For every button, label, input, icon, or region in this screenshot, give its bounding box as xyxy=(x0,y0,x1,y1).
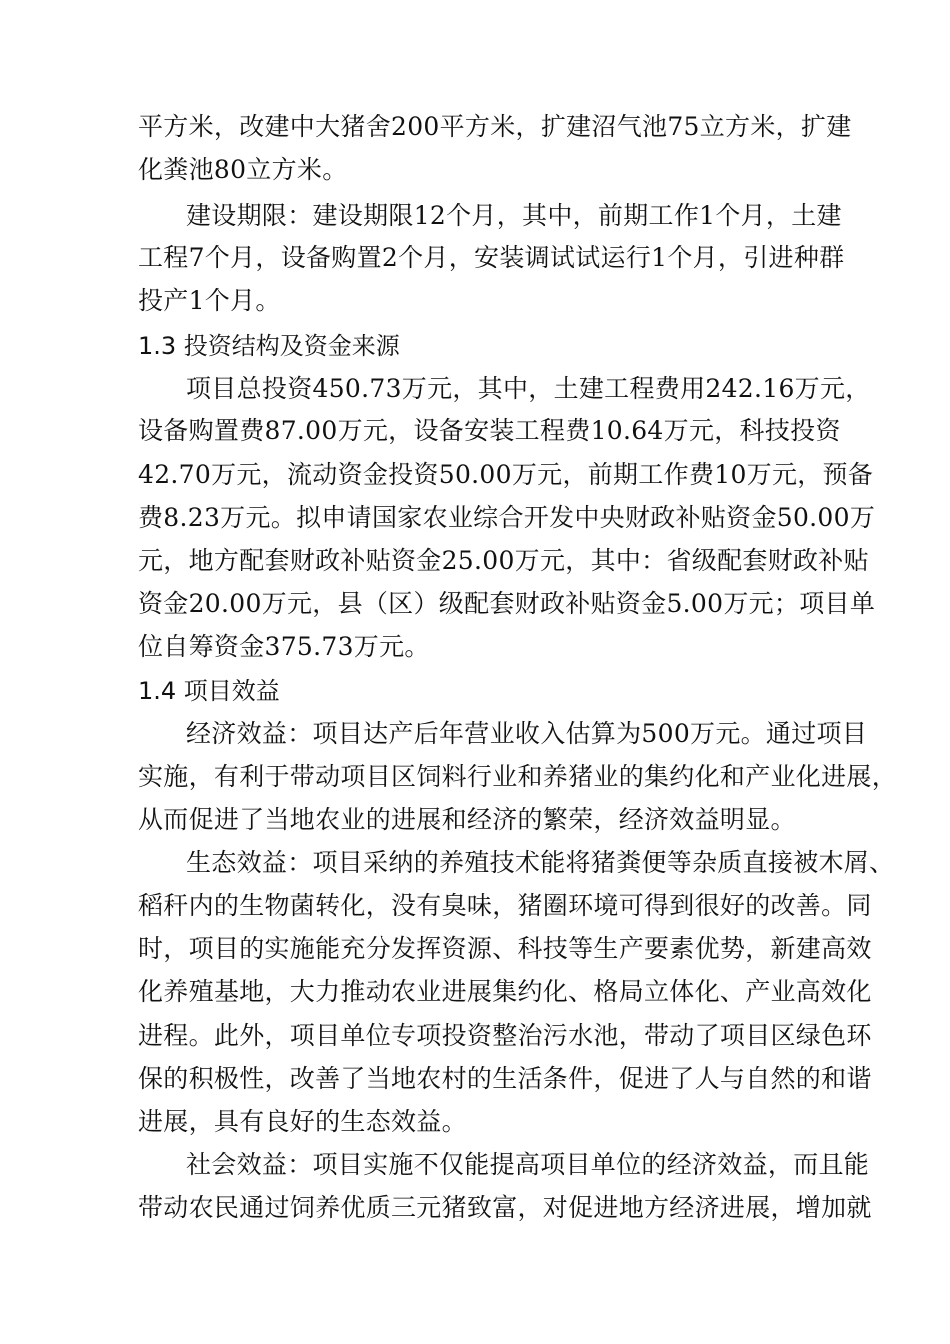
text-line: 实施，有利于带动项目区饲料行业和养猪业的集约化和产业化进展， xyxy=(138,762,898,791)
text-line: 保的积极性，改善了当地农村的生活条件，促进了人与自然的和谐 xyxy=(138,1064,872,1093)
text-line: 平方米，改建中大猪舍200平方米，扩建沼气池75立方米，扩建 xyxy=(138,112,852,141)
text-line: 元，地方配套财政补贴资金25.00万元，其中：省级配套财政补贴 xyxy=(138,546,869,575)
section-heading: 1.4 项目效益 xyxy=(138,677,280,705)
text-line: 投产1个月。 xyxy=(138,286,281,315)
text-line: 项目总投资450.73万元，其中，土建工程费用242.16万元， xyxy=(186,374,871,403)
text-line: 从而促进了当地农业的进展和经济的繁荣，经济效益明显。 xyxy=(138,805,796,834)
text-line: 经济效益：项目达产后年营业收入估算为500万元。通过项目 xyxy=(186,719,868,748)
text-line: 进展，具有良好的生态效益。 xyxy=(138,1107,467,1136)
text-line: 带动农民通过饲养优质三元猪致富，对促进地方经济进展，增加就 xyxy=(138,1193,872,1222)
text-line: 位自筹资金375.73万元。 xyxy=(138,632,430,661)
text-line: 设备购置费87.00万元，设备安装工程费10.64万元，科技投资 xyxy=(138,416,841,445)
text-line: 生态效益：项目采纳的养殖技术能将猪粪便等杂质直接被木屑、 xyxy=(186,848,895,877)
text-line: 化粪池80立方米。 xyxy=(138,155,348,184)
text-line: 社会效益：项目实施不仅能提高项目单位的经济效益，而且能 xyxy=(186,1150,870,1179)
text-line: 建设期限：建设期限12个月，其中，前期工作1个月，土建 xyxy=(186,201,842,230)
text-line: 42.70万元，流动资金投资50.00万元，前期工作费10万元，预备 xyxy=(138,460,874,489)
text-line: 费8.23万元。拟申请国家农业综合开发中央财政补贴资金50.00万 xyxy=(138,503,876,532)
text-line: 进程。此外，项目单位专项投资整治污水池，带动了项目区绿色环 xyxy=(138,1021,872,1050)
text-line: 稻秆内的生物菌转化，没有臭味，猪圈环境可得到很好的改善。同 xyxy=(138,891,872,920)
text-line: 化养殖基地，大力推动农业进展集约化、格局立体化、产业高效化 xyxy=(138,977,872,1006)
text-line: 时，项目的实施能充分发挥资源、科技等生产要素优势，新建高效 xyxy=(138,934,872,963)
text-line: 工程7个月，设备购置2个月，安装调试试运行1个月，引进种群 xyxy=(138,243,845,272)
text-line: 资金20.00万元，县（区）级配套财政补贴资金5.00万元；项目单 xyxy=(138,589,876,618)
section-heading: 1.3 投资结构及资金来源 xyxy=(138,332,400,360)
